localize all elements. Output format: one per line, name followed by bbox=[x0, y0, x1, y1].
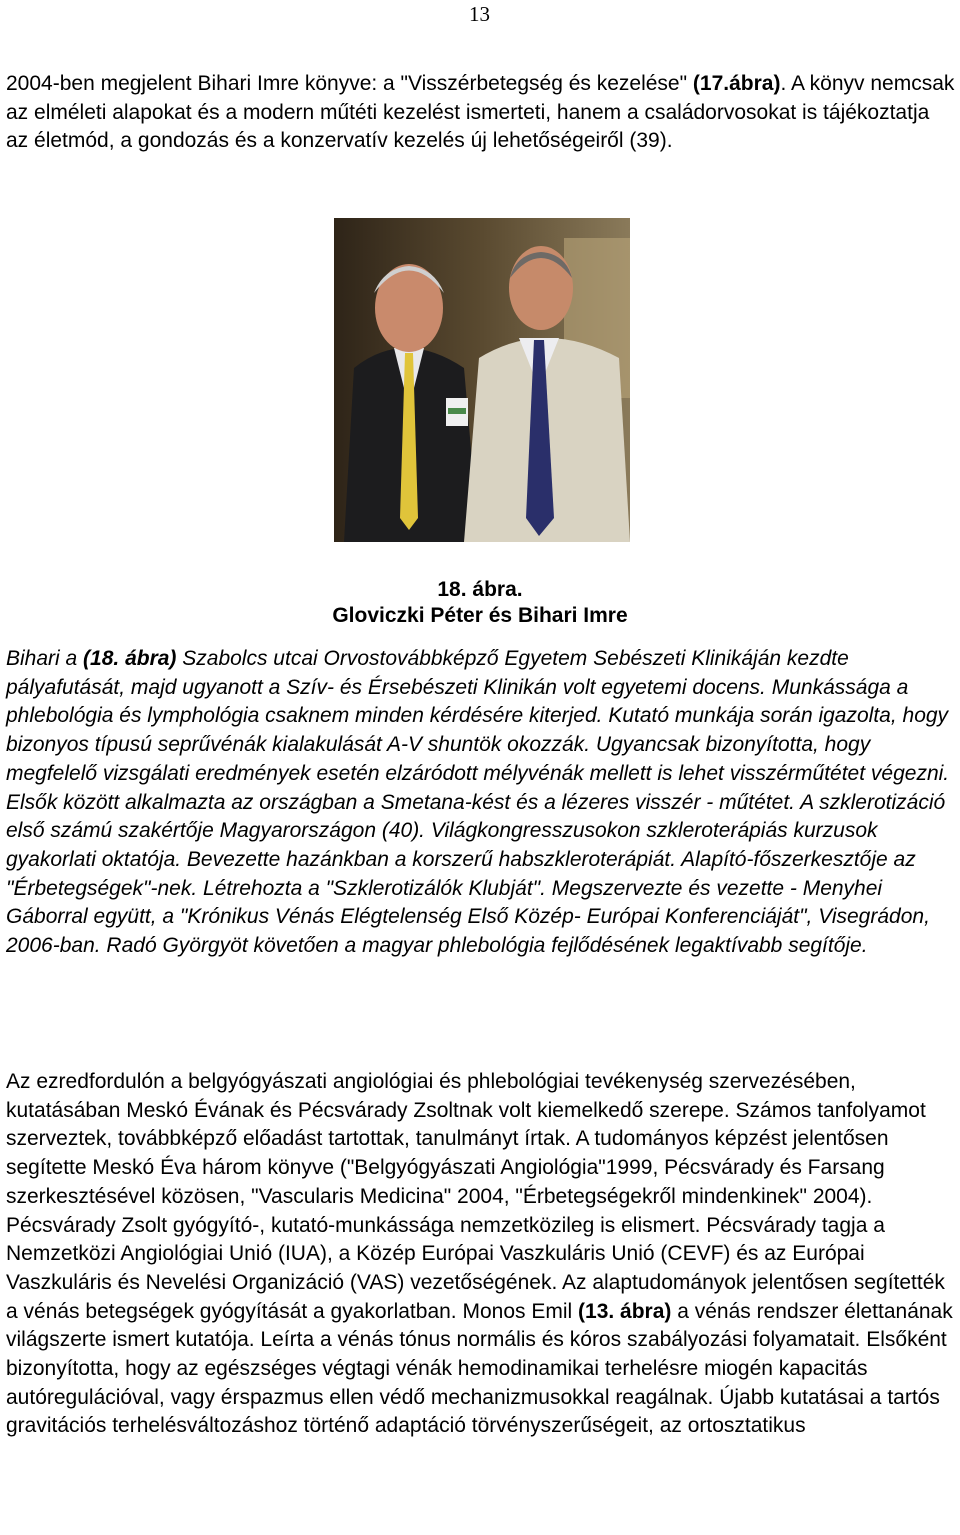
intro-text-after: . A könyv nemcsak az elméleti alapokat és a modern műtéti kezelést ismerteti, hanem a családorvosokat is tájékoztatja az életmód, a gondozás és a konzervatív kezelés új lehetőségeiről (39). bbox=[6, 72, 955, 153]
bihari-text-after: Szabolcs utcai Orvostovábbképző Egyetem Sebészeti Klinikáján kezdte pályafutását, majd ugyanott a Szív- és Érsebészeti Klinikán volt egyetemi docens. Munkássága a phlebológia és lymphológia csaknem minden kérdésére kiterjed. Kutató munkája során igazolta, hogy bizonyos típusú seprűvénák kialakulását A-V shuntök okozzák. Ugyancsak bizonyította, hogy megfelelő vizsgálati eredmények esetén elzáródott mélyvénák mellett is lehet visszérműtétet végezni. Elsők között alkalmazta az országban a Smetana-kést és a lézeres visszér - műtétet. A szklerotizáció első számú szakértője Magyarországon (40). Világkongresszusokon szkleroterápiás kurzusok gyakorlati oktatója. Bevezette hazánkban a korszerű habszkleroterápiát. Alapító-főszerkesztője az "Érbetegségek"-nek. Létrehozta a "Szklerotizálók Klubját". Megszervezte és vezette - Menyhei Gáborral együtt, a "Krónikus Vénás Elégtelenség Első Közép- Európai Konferenciáját", Visegrádon, 2006-ban. Radó Györgyöt követően a magyar phlebológia fejlődésének legaktívabb segítője. bbox=[6, 647, 950, 958]
page-number: 13 bbox=[469, 2, 490, 26]
angiology-paragraph bbox=[6, 1068, 956, 1441]
bihari-text-before: Bihari a bbox=[6, 647, 84, 670]
intro-paragraph bbox=[6, 70, 956, 156]
angiology-text-after: a vénás rendszer élettanának világszerte ismert kutatója. Leírta a vénás tónus normális és kóros szabályozási folyamatait. Elsőként bizonyította, hogy az egészséges végtagi vénák hemodinamikai terhelésre miogén kapacitás autóregulációval, vagy érspazmus ellen védő mechanizmusokkal reagálnak. Újabb kutatásai a tartós gravitációs terhelésváltozáshoz történő adaptáció törvényszerűségeit, az ortosztatikus bbox=[6, 1299, 953, 1438]
figure-number: 18. ábra. bbox=[437, 578, 523, 601]
figure-photo bbox=[334, 218, 630, 542]
angiology-text-before: Az ezredfordulón a belgyógyászati angiológiai és phlebológiai tevékenység szervezésében, kutatásában Meskó Évának és Pécsvárady Zsoltnak volt kiemelkedő szerepe. Számos tanfolyamot szerveztek, továbbképző előadást tartottak, tanulmányt írtak. A tudományos képzést jelentősen segítette Meskó Éva három könyve ("Belgyógyászati Angiológia"1999, Pécsvárady és Farsang szerkesztésével közösen, "Vascularis Medicina" 2004, "Érbetegségekről mindenkinek" 2004). Pécsvárady Zsolt gyógyító-, kutató-munkássága nemzetközileg is elismert. Pécsvárady tagja a Nemzetközi Angiológiai Unió (IUA), a Közép Európai Vaszkuláris Unió (CEVF) és az Európai Vaszkuláris és Nevelési Organizáció (VAS) vezetőségének. Az alaptudományok jelentősen segítették a vénás betegségek gyógyítását a gyakorlatban. Monos Emil bbox=[6, 1070, 945, 1323]
intro-figure-ref: (17.ábra) bbox=[692, 72, 781, 95]
intro-text-before: 2004-ben megjelent Bihari Imre könyve: a "Visszérbetegség és kezelése" bbox=[6, 72, 693, 95]
bihari-paragraph bbox=[6, 645, 956, 961]
figure-caption: Gloviczki Péter és Bihari Imre bbox=[332, 604, 628, 627]
bihari-figure-ref: (18. ábra) bbox=[83, 647, 177, 670]
angiology-figure-ref: (13. ábra) bbox=[578, 1299, 672, 1323]
